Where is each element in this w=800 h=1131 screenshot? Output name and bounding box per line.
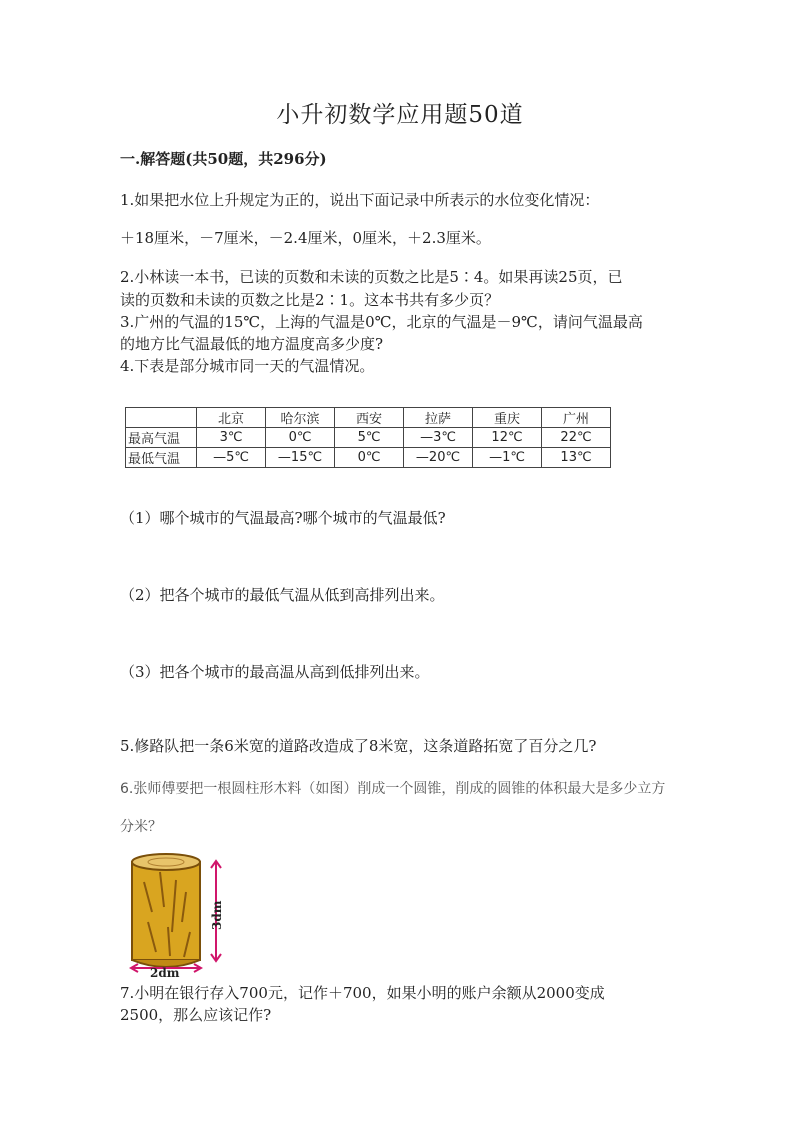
table-row xyxy=(126,428,611,448)
table-cell: 哈尔滨 xyxy=(266,408,335,428)
table-cell: 13℃ xyxy=(542,448,611,468)
table-cell: —20℃ xyxy=(404,448,473,468)
question-3-line-2: 的地方比气温最低的地方温度高多少度? xyxy=(120,335,384,353)
question-4-sub-3: （3）把各个城市的最高温从高到低排列出来。 xyxy=(120,663,430,681)
question-5: 5.修路队把一条6米宽的道路改造成了8米宽，这条道路拓宽了百分之几? xyxy=(120,737,597,755)
question-7-line-1: 7.小明在银行存入700元，记作＋700，如果小明的账户余额从2000变成 xyxy=(120,984,605,1002)
table-cell: —1℃ xyxy=(473,448,542,468)
question-4-sub-1: （1）哪个城市的气温最高?哪个城市的气温最低? xyxy=(120,509,446,527)
table-cell: 北京 xyxy=(197,408,266,428)
table-cell: —15℃ xyxy=(266,448,335,468)
table-cell xyxy=(126,408,197,428)
question-7-line-2: 2500，那么应该记作? xyxy=(120,1006,272,1024)
temperature-table xyxy=(125,407,611,468)
table-cell: 最低气温 xyxy=(126,448,197,468)
page-title: 小升初数学应用题50道 xyxy=(276,102,524,128)
table-cell: 最高气温 xyxy=(126,428,197,448)
table-cell: 广州 xyxy=(542,408,611,428)
table-cell: 12℃ xyxy=(473,428,542,448)
table-row xyxy=(126,448,611,468)
table-cell: 5℃ xyxy=(335,428,404,448)
table-cell: 3℃ xyxy=(197,428,266,448)
table-header-row xyxy=(126,408,611,428)
question-3-line-1: 3.广州的气温的15℃，上海的气温是0℃，北京的气温是－9℃，请问气温最高 xyxy=(120,313,643,331)
table-cell: 22℃ xyxy=(542,428,611,448)
table-cell: 重庆 xyxy=(473,408,542,428)
table-cell: —5℃ xyxy=(197,448,266,468)
section-heading: 一.解答题(共50题，共296分) xyxy=(120,150,327,168)
question-6-line-1: 6.张师傅要把一根圆柱形木料（如图）削成一个圆锥，削成的圆锥的体积最大是多少立方 xyxy=(120,781,666,797)
table-cell: 0℃ xyxy=(266,428,335,448)
table-cell: —3℃ xyxy=(404,428,473,448)
question-2-line-2: 读的页数和未读的页数之比是2∶1。这本书共有多少页？ xyxy=(120,291,500,309)
wood-cylinder-figure xyxy=(124,852,234,978)
table-cell: 西安 xyxy=(335,408,404,428)
table-cell: 0℃ xyxy=(335,448,404,468)
diameter-label: 2dm xyxy=(150,966,180,978)
question-4: 4.下表是部分城市同一天的气温情况。 xyxy=(120,357,375,375)
height-label: 3dm xyxy=(210,900,224,930)
question-4-sub-2: （2）把各个城市的最低气温从低到高排列出来。 xyxy=(120,586,445,604)
question-6-line-2: 分米？ xyxy=(120,819,162,835)
question-1-values: ＋18厘米，－7厘米，－2.4厘米，0厘米，＋2.3厘米。 xyxy=(120,229,491,247)
question-2-line-1: 2.小林读一本书，已读的页数和未读的页数之比是5∶4。如果再读25页，已 xyxy=(120,268,623,286)
question-1: 1.如果把水位上升规定为正的，说出下面记录中所表示的水位变化情况： xyxy=(120,191,600,209)
table-cell: 拉萨 xyxy=(404,408,473,428)
